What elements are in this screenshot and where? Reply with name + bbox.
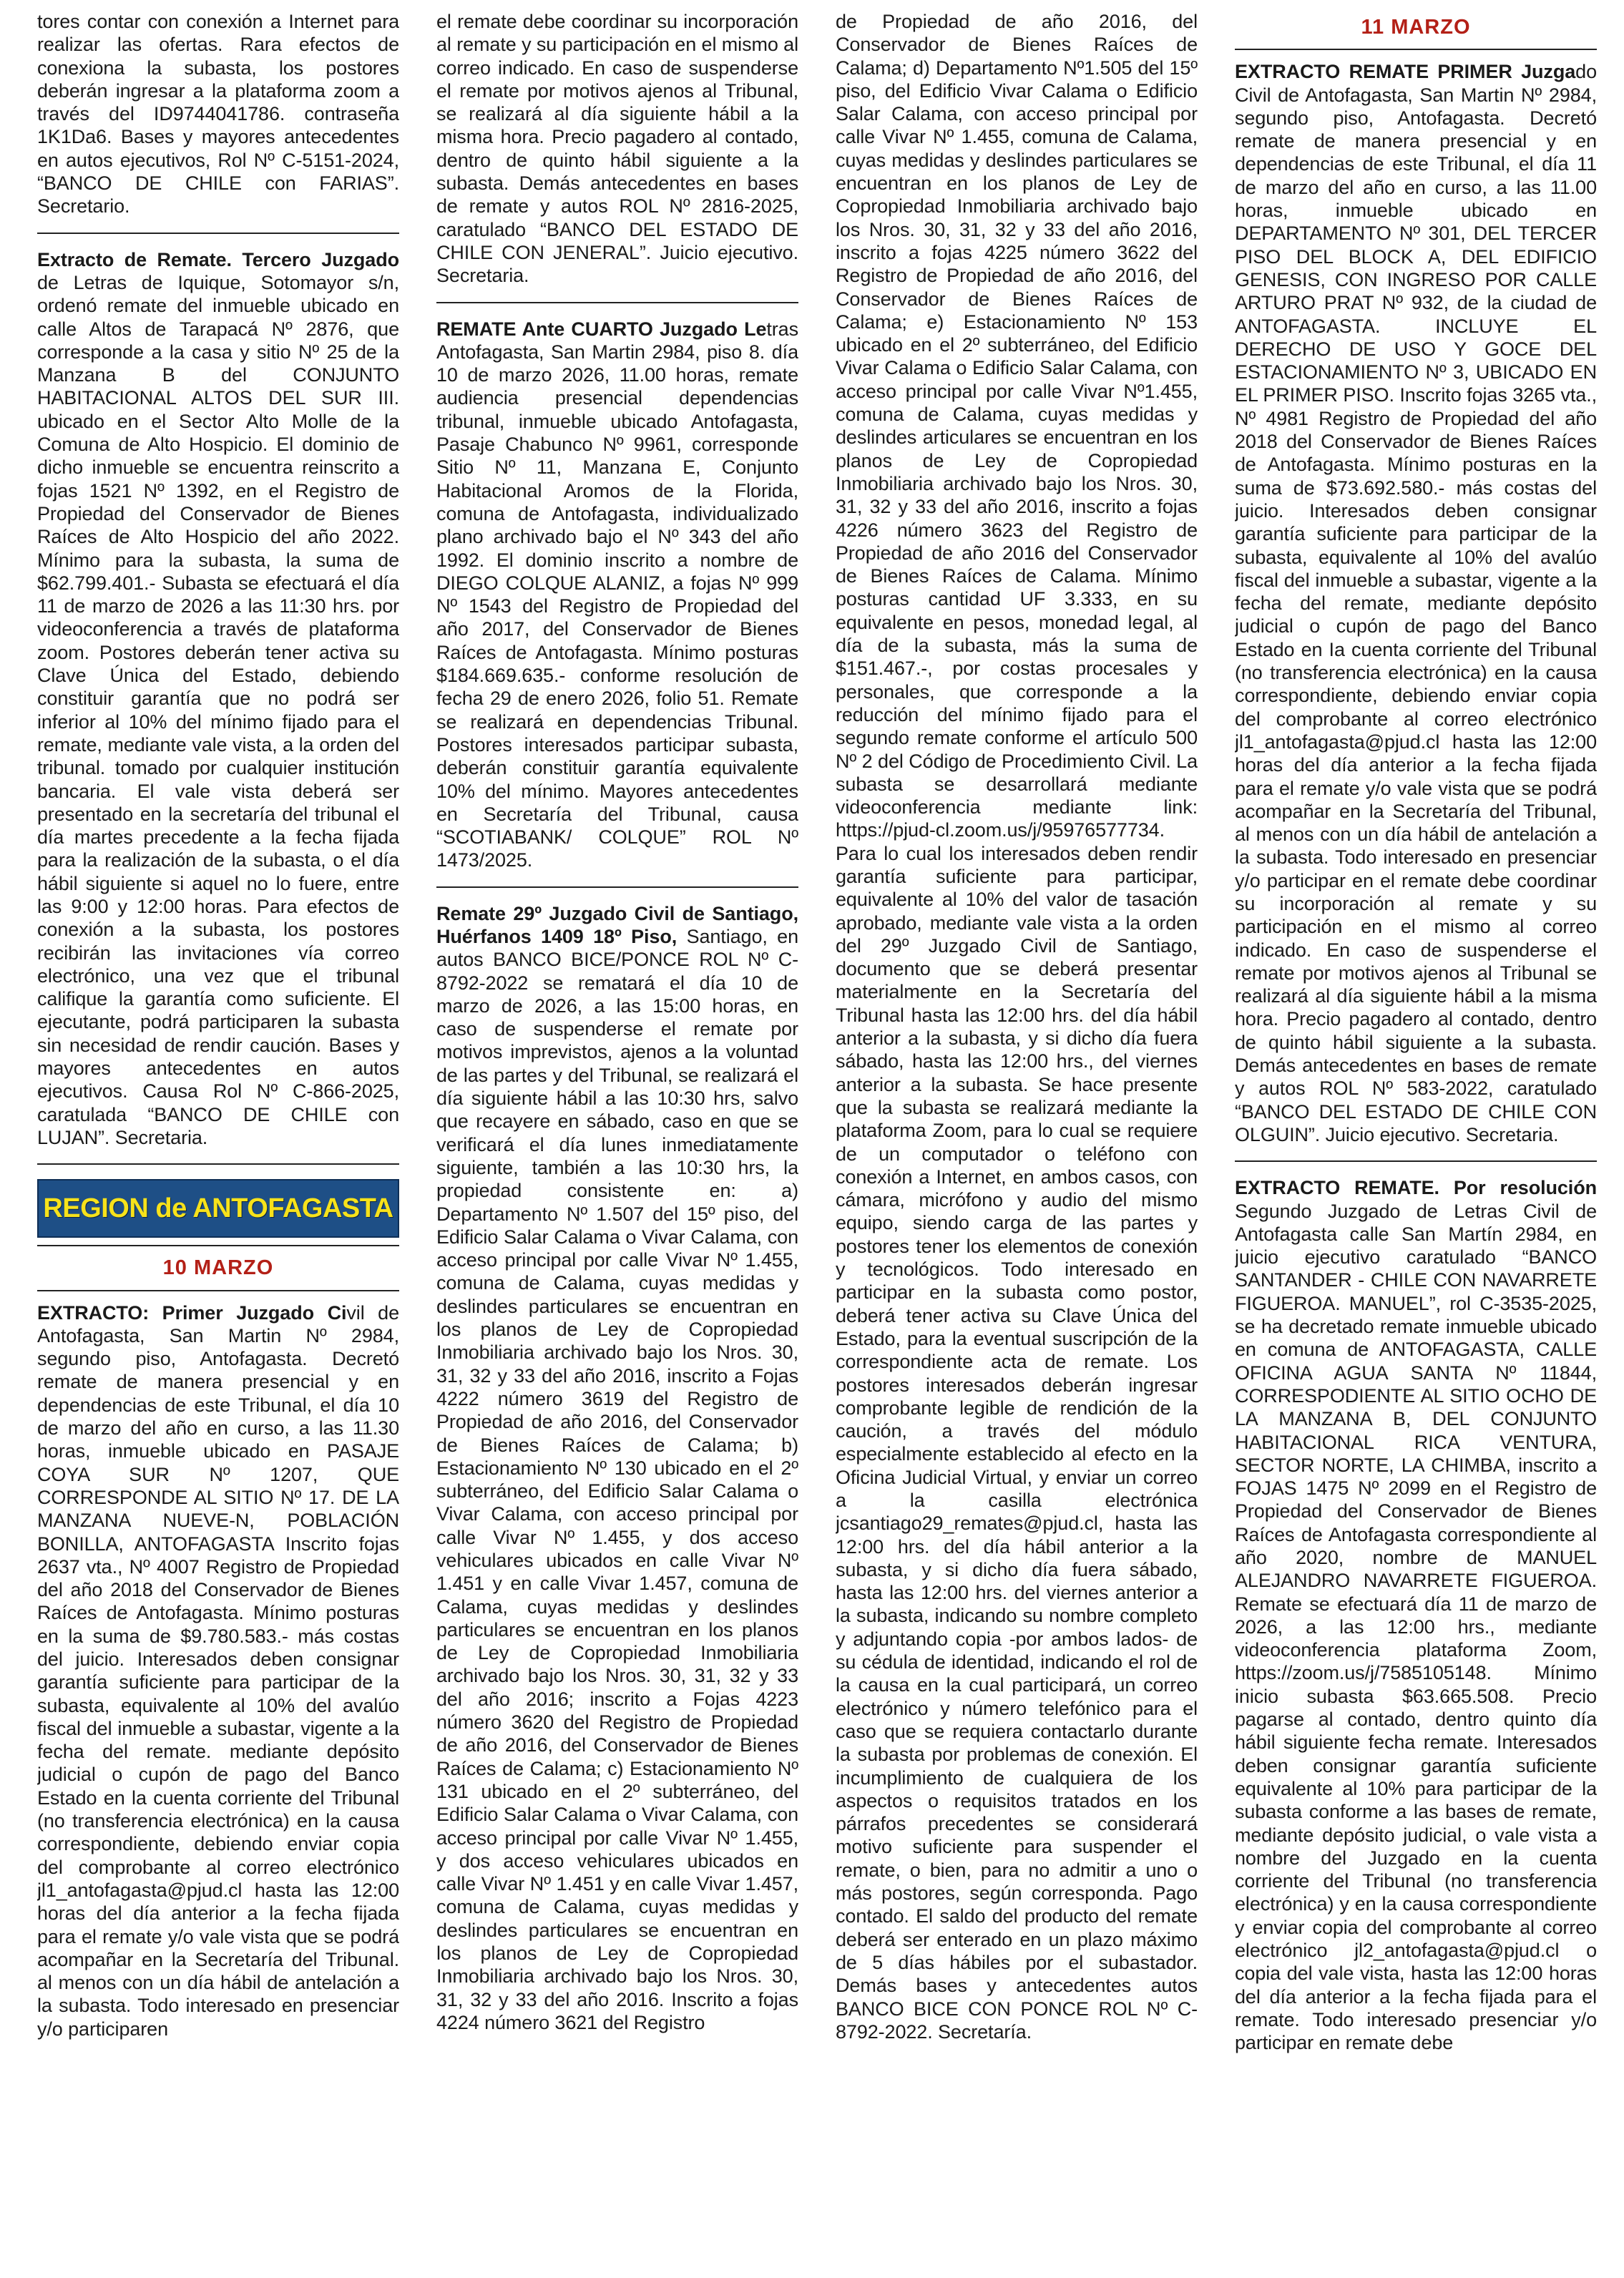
notice-heading: EXTRACTO REMATE. Por resolución (1235, 1177, 1597, 1199)
divider (436, 302, 798, 303)
notice-remate-29-juzgado (436, 902, 798, 2035)
notice-body: vil de Antofagasta, San Martin Nº 2984, segundo piso, Antofagasta. Decretó remate de manera presencial y en dependencias de este Tribunal, el día 10 de marzo del año en curso, a las 11.30 horas, inmueble ubicado en PASAJE COYA SUR Nº 1207, QUE CORRESPONDE AL SITIO Nº 17. DE LA MANZANA NUEVE-N, POBLACIÓN BONILLA, ANTOFAGASTA Inscrito fojas 2637 vta., Nº 4007 Registro de Propiedad del año 2018 del Conservador de Bienes Raíces de Antofagasta. Mínimo posturas en la suma de $9.780.583.- más costas del juicio. Interesados deben consignar garantía suficiente para participar de la subasta, equivalente al 10% del avalúo fiscal del inmueble a subastar, vigente a la fecha del remate. mediante depósito judicial o cupón de pago del Banco Estado en la cuenta corriente del Tribunal (no transferencia electrónica) en la causa correspondiente, debiendo enviar copia del comprobante al correo electrónico jl1_antofagasta@pjud.cl hasta las 12:00 horas del día anterior a la fecha fijada para el remate y/o vale vista que se podrá acompañar en la Secretaría del Tribunal. al menos con un día hábil de antelación a la subasta. Todo interesado en presenciar y/o participaren (37, 1301, 399, 2040)
date-heading: 10 MARZO (162, 1256, 274, 1280)
column-4 (1235, 10, 1597, 2278)
notice-heading: Remate 29º Juzgado Civil de Santiago, Huérfanos 1409 18º Piso, (436, 902, 798, 947)
notice-continuation: tores contar con conexión a Internet para realizar las ofertas. Rara efectos de conexiona la subasta, los postores deberán ingresar a la plataforma zoom a través del ID9744041786. contraseña 1K1Da6. Bases y mayores antecedentes en autos ejecutivos, Rol Nº C-5151-2024, “BANCO DE CHILE con FARIAS”. Secretario. (37, 11, 399, 217)
notice-body: Segundo Juzgado de Letras Civil de Antofagasta calle San Martín 2984, en juicio ejecutivo caratulado “BANCO SANTANDER - CHILE CON NAVARRETE FIGUEROA. MANUEL”, rol C-3535-2025, se ha decretado remate inmueble ubicado en comuna de ANTOFAGASTA, CALLE OFICINA AGUA SANTA Nº 11844, CORRESPODIENTE AL SITIO OCHO DE LA MANZANA B, DEL CONJUNTO HABITACIONAL RICA VENTURA, SECTOR NORTE, LA CHIMBA, inscrito a FOJAS 1475 Nº 2099 en el Registro de Propiedad del Conservador de Bienes Raíces de Antofagasta correspondiente al año 2020, nombre de MANUEL ALEJANDRO NAVARRETE FIGUEROA. Remate se efectuará día 11 de marzo de 2026, a las 12:00 hrs., mediante videoconferencia plataforma Zoom, https://zoom.us/j/7585105148. Mínimo inicio subasta $63.665.508. Precio pagarse al contado, dentro quinto día hábil siguiente fecha remate. Interesados deben consignar garantía suficiente equivalente al 10% para participar de la subasta conforme a las bases de remate, mediante depósito judicial, o vale vista a nombre del Juzgado en la cuenta corriente del Tribunal (no transferencia electrónica) y en la causa correspondiente y enviar copia del comprobante al correo electrónico jl2_antofagasta@pjud.cl o copia del vale vista, hasta las 12:00 horas del día anterior a la fecha fijada para el remate. Todo interesado presenciar y/o participar en remate debe (1235, 1200, 1597, 2054)
notice-body: Santiago, en autos BANCO BICE/PONCE ROL Nº C-8792-2022 se rematará el día 10 de marzo de 2026, a las 15:00 horas, en caso de suspenderse el remate por motivos imprevistos, ajenos a la voluntad de las partes y del Tribunal, se realizará el día siguiente hábil a las 10:30 hrs, salvo que recayere en sábado, caso en que se verificará el día lunes inmediatamente siguiente, también a las 10:30 hrs, la propiedad consistente en: a) Departamento Nº 1.507 del 15º piso, del Edificio Salar Calama o Vivar Calama, con acceso principal por calle Vivar Nº 1.455, comuna de Calama, cuyas medidas y deslindes particulares se encuentran en los planos de Ley de Copropiedad Inmobiliaria archivado bajo los Nros. 30, 31, 32 y 33 del año 2016, inscrito a Fojas 4222 número 3619 del Registro de Propiedad de año 2016, del Conservador de Bienes Raíces de Calama; b) Estacionamiento Nº 130 ubicado en el 2º subterráneo, del Edificio Salar Calama o Vivar Calama, con acceso principal por calle Vivar Nº 1.455, y dos acceso vehiculares ubicados en calle Vivar Nº 1.451 y en calle Vivar 1.457, comuna de Calama, cuyas medidas y deslindes particulares se encuentran en los planos de Ley de Copropiedad Inmobiliaria archivado bajo los Nros. 30, 31, 32 y 33 del año 2016; inscrito a Fojas 4223 número 3620 del Registro de Propiedad de año 2016, del Conservador de Bienes Raíces de Calama; c) Estacionamiento Nº 131 ubicado en el 2º subterráneo, del Edificio Salar Calama o Vivar Calama, con acceso principal por calle Vivar Nº 1.455, y dos acceso vehiculares ubicados en calle Vivar Nº 1.451 y en calle Vivar 1.457, comuna de Calama, cuyas medidas y deslindes particulares se encuentran en los planos de Ley de Copropiedad Inmobiliaria archivado bajo los Nros. 30, 31, 32 y 33 del año 2016. Inscrito a fojas 4224 número 3621 del Registro (436, 925, 798, 2033)
divider (436, 886, 798, 888)
notice-body: de Letras de Iquique, Sotomayor s/n, ordenó remate del inmueble ubicado en calle Altos de Tarapacá Nº 2876, que corresponde a la casa y sitio Nº 25 de la Manzana B del CONJUNTO HABITACIONAL ALTOS DEL SUR III. ubicado en el Sector Alto Molle de la Comuna de Alto Hospicio. El dominio de dicho inmueble se encuentra reinscrito a fojas 1521 Nº 1392, en el Registro de Propiedad del Conservador de Bienes Raíces de Alto Hospicio del año 2022. Mínimo para la subasta, la suma de $62.799.401.- Subasta se efectuará el día 11 de marzo de 2026 a las 11:30 hrs. por videoconferencia a través de plataforma zoom. Postores deberán tener activa su Clave Única del Estado, debiendo constituir garantía que no podrá ser inferior al 10% del mínimo fijado para el remate, mediante vale vista, a la orden del tribunal. tomado por cualquier institución bancaria. El vale vista deberá ser presentado en la secretaría del tribunal el día martes precedente a la fecha fijada para la realización de la subasta, o el día hábil siguiente si aquel no lo fuere, entre las 9:00 y 12:00 horas. Para efectos de conexión a la subasta, los postores recibirán las invitaciones vía correo electrónico, una vez que el tribunal califique la garantía como suficiente. El ejecutante, podrá participaren la subasta sin necesidad de rendir caución. Bases y mayores antecedentes en autos ejecutivos. Causa Rol Nº C-866-2025, caratulada “BANCO DE CHILE con LUJAN”. Secretaria. (37, 271, 399, 1148)
notice-body: tras Antofagasta, San Martin 2984, piso 8. día 10 de marzo 2026, 11.00 horas, remate audiencia presencial dependencias tribunal, inmueble ubicado Antofagasta, Pasaje Chabunco Nº 9961, corresponde Sitio Nº 11, Manzana E, Conjunto Habitacional Aromos de la Florida, comuna de Antofagasta, individualizado plano archivado bajo el Nº 343 del año 1992. El dominio inscrito a nombre de DIEGO COLQUE ALANIZ, a fojas Nº 999 Nº 1543 del Registro de Propiedad del año 2017, del Conservador de Bienes Raíces de Antofagasta. Mínimo posturas $184.669.635.- conforme resolución de fecha 29 de enero 2026, folio 51. Remate se realizará en dependencias Tribunal. Postores interesados participar subasta, deberán constituir garantía equivalente 10% del mínimo. Mayores antecedentes en Secretaría del Tribunal, causa “SCOTIABANK/ COLQUE” ROL Nº 1473/2025. (436, 318, 798, 871)
divider (1235, 1160, 1597, 1162)
date-heading: 11 MARZO (1361, 16, 1471, 39)
divider (1235, 49, 1597, 50)
column-2 (436, 10, 798, 2278)
column-3 (836, 10, 1198, 2278)
notice-heading: EXTRACTO REMATE PRIMER Juzga (1235, 61, 1576, 83)
notice-remate-iquique (37, 248, 399, 1150)
column-1 (37, 10, 399, 2278)
notice-body: do Civil de Antofagasta, San Martin Nº 2984, segundo piso, Antofagasta. Decretó remate de manera presencial y en dependencias de este Tribunal, el día 11 de marzo del año en curso, a las 11.00 horas, inmueble ubicado en DEPARTAMENTO Nº 301, DEL TERCER PISO DEL BLOCK A, DEL EDIFICIO GENESIS, CON INGRESO POR CALLE ARTURO PRAT Nº 932, de la ciudad de ANTOFAGASTA. INCLUYE EL DERECHO DE USO Y GOCE DEL ESTACIONAMIENTO Nº 3, UBICADO EN EL PRIMER PISO. Inscrito fojas 3265 vta., Nº 4981 Registro de Propiedad del año 2018 del Conservador de Bienes Raíces de Antofagasta. Mínimo posturas en la suma de $73.692.580.- más costas del juicio. Interesados deben consignar garantía suficiente para participar de la subasta, equivalente al 10% del avalúo fiscal del inmueble a subastar, vigente a la fecha del remate, mediante depósito judicial o cupón de pago del Banco Estado en Ia cuenta corriente del Tribunal (no transferencia electrónica) en la causa correspondiente, debiendo enviar copia del comprobante al correo electrónico jl1_antofagasta@pjud.cl hasta las 12:00 horas del día anterior a la fecha fijada para el remate y/o vale vista que se podrá acompañar en la Secretaría del Tribunal, al menos con un día hábil de antelación a la subasta. Todo interesado en presenciar y/o participar en el remate debe coordinar su incorporación al remate y su participación en el mismo al correo indicado. En caso de suspenderse el remate por motivos ajenos al Tribunal se realizará al día siguiente hábil a la misma hora. Precio pagadero al contado, dentro de quinto hábil siguiente a la subasta. Demás antecedentes en bases de remate y autos ROL Nº 583-2022, caratulado “BANCO DEL ESTADO DE CHILE CON OLGUIN”. Juicio ejecutivo. Secretaria. (1235, 61, 1597, 1145)
divider (37, 1290, 399, 1291)
notice-remate-cuarto-juzgado (436, 318, 798, 872)
notice-heading: Extracto de Remate. Tercero Juzgado (37, 248, 399, 270)
region-banner (37, 1179, 399, 1238)
divider (37, 1163, 399, 1165)
region-banner-label: REGION de ANTOFAGASTA (43, 1193, 393, 1224)
notice-continuation: el remate debe coordinar su incorporación al remate y su participación en el mismo al correo indicado. En caso de suspenderse el remate por motivos ajenos al Tribunal, se realizará al día siguiente hábil a la misma hora. Precio pagadero al contado, dentro de quinto hábil siguiente a la subasta. Demás antecedentes en bases de remate y autos ROL Nº 2816-2025, caratulado “BANCO DEL ESTADO DE CHILE CON JENERAL”. Juicio ejecutivo. Secretaria. (436, 11, 798, 287)
notice-extracto-remate-segundo-juzgado (1235, 1176, 1597, 2054)
notice-extracto-remate-primer-juzgado (1235, 60, 1597, 1146)
notice-heading: EXTRACTO: Primer Juzgado Ci (37, 1301, 347, 1324)
divider (37, 233, 399, 234)
notice-heading: REMATE Ante CUARTO Juzgado Le (436, 318, 767, 340)
notice-continuation: de Propiedad de año 2016, del Conservador de Bienes Raíces de Calama; d) Departamento Nº1.505 del 15º piso, del Edificio Vivar Calama o Edificio Salar Calama, con acceso principal por calle Vivar Nº 1.455, comuna de Calama, cuyas medidas y deslindes particulares se encuentran en los planos de Ley de Copropiedad Inmobiliaria archivado bajo los Nros. 30, 31, 32 y 33 del año 2016, inscrito a fojas 4225 número 3622 del Registro de Propiedad de año 2016, del Conservador de Bienes Raíces de Calama; e) Estacionamiento Nº 153 ubicado en el 2º subterráneo, del Edificio Vivar Calama o Edificio Salar Calama, con acceso principal por calle Vivar Nº1.455, comuna de Calama, cuyas medidas y deslindes articulares se encuentran en los planos de Ley de Copropiedad Inmobiliaria archivado bajo los Nros. 30, 31, 32 y 33 del año 2016, inscrito a fojas 4226 número 3623 del Registro de Propiedad de año 2016 del Conservador de Bienes Raíces de Calama. Mínimo posturas cantidad UF 3.333, en su equivalente en pesos, monedad legal, al día de la subasta, más la suma de $151.467.-, por costas procesales y personales, que corresponde a la reducción del mínimo fijado para el segundo remate conforme el artículo 500 Nº 2 del Código de Procedimiento Civil. La subasta se desarrollará mediante videoconferencia mediante link: https://pjud-cl.zoom.us/j/95976577734. Para lo cual los interesados deben rendir garantía suficiente para participar, equivalente al 10% del valor de tasación aprobado, mediante vale vista a la orden del 29º Juzgado Civil de Santiago, documento que se deberá presentar materialmente en la Secretaría del Tribunal hasta las 12:00 hrs. del día hábil anterior a la subasta, y si dicho día fuera sábado, hasta las 12:00 hrs., del viernes anterior a la subasta. Se hace presente que la subasta se realizará mediante la plataforma Zoom, para lo cual se requiere de un computador o teléfono con conexión a Internet, en ambos casos, con cámara, micrófono y audio del mismo equipo, siendo carga de las partes y postores tener los elementos de conexión y tecnológicos. Todo interesado en participar en la subasta como postor, deberá tener activa su Clave Única del Estado, para la eventual suscripción de la correspondiente acta de remate. Los postores interesados deberán ingresar comprobante legible de rendición de la caución, a través del módulo especialmente establecido al efecto en la Oficina Judicial Virtual, y enviar un correo a la casilla electrónica jcsantiago29_remates@pjud.cl, hasta las 12:00 hrs. del día hábil anterior a la subasta, y si dicho día fuera sábado, hasta las 12:00 hrs. del viernes anterior a la subasta, indicando su nombre completo y adjuntando copia -por ambos lados- de su cédula de identidad, indicando el rol de la causa en la cual participará, un correo electrónico y número telefónico para el caso que se requiera contactarlo durante la subasta por problemas de conexión. El incumplimiento de cualquiera de los aspectos o requisitos tratados en los párrafos precedentes se considerará motivo suficiente para suspender el remate, o bien, para no admitir a uno o más postores, según corresponda. Pago contado. El saldo del producto del remate deberá ser enterado en un plazo máximo de 5 días hábiles por el subastador. Demás bases y antecedentes autos BANCO BICE CON PONCE ROL Nº C-8792-2022. Secretaría. (836, 11, 1198, 2043)
divider (37, 1245, 399, 1246)
notice-extracto-primer-juzgado (37, 1301, 399, 2041)
